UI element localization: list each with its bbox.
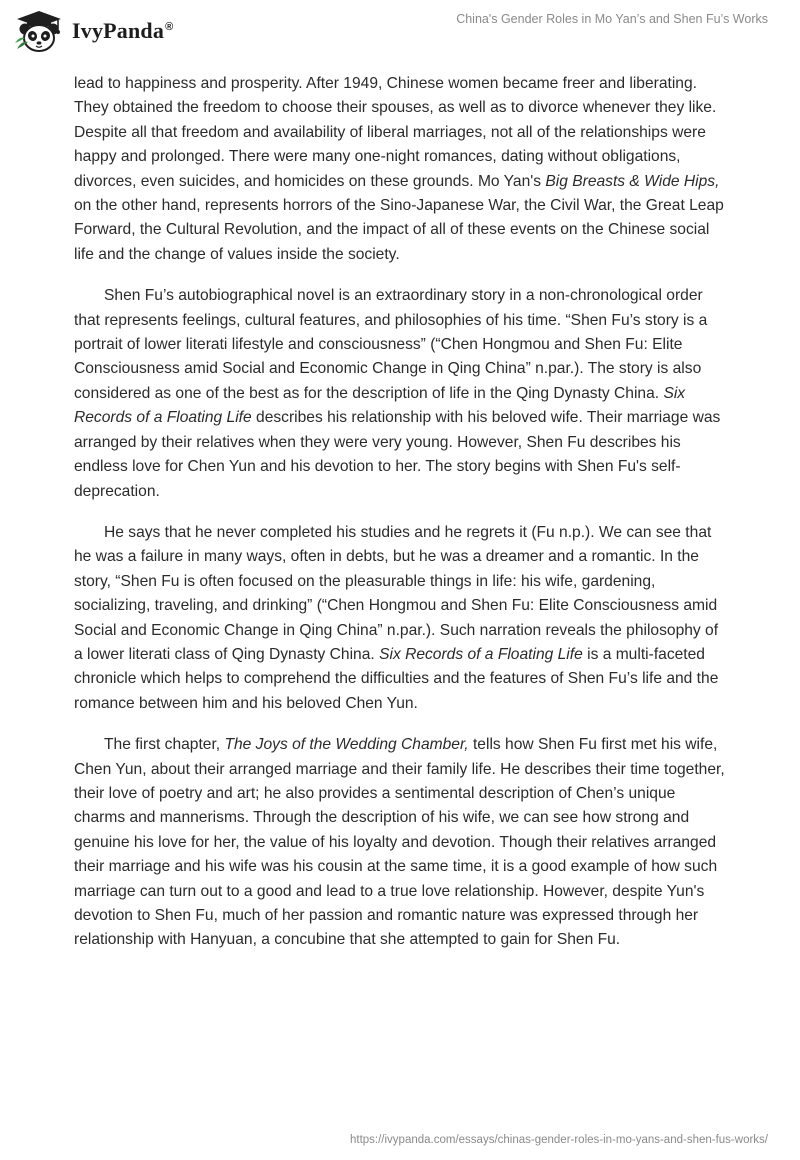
paragraph-text: Shen Fu’s autobiographical novel is an extraordinary story in a non-chronological order that represents feelings, cultural features, and philosophies of his time. “Shen Fu’s story is a portrait of lower literati lifestyle and consciousness” (“Chen Hongmou and Shen Fu: Elite Consciousness amid Social and Economic Change in Qing China” n.par.). The story is also considered as one of the best as for the description of life in the Qing Dynasty China.	[74, 287, 708, 402]
paragraph-text: lead to happiness and prosperity. After 1949, Chinese women became freer and liberating. They obtained the freedom to choose their spouses, as well as to divorce whenever they like. Despite all that freedom and availability of liberal marriages, not all of the relationships were happy and prolonged. There were many one-night romances, dating without obligations, divorces, even suicides, and homicides on these grounds. Mo Yan's	[74, 75, 717, 190]
paragraph	[74, 72, 728, 267]
page-header	[0, 0, 800, 60]
paragraph-text: The first chapter,	[104, 736, 225, 754]
ivypanda-logo[interactable]	[14, 9, 173, 53]
document-title: China's Gender Roles in Mo Yan’s and Shen Fu’s Works	[456, 12, 768, 26]
paragraph-text: tells how Shen Fu first met his wife, Chen Yun, about their arranged marriage and their family life. He describes their time together, their love of poetry and art; he also provides a sentimental description of Chen’s unique charms and mannerisms. Through the description of his wife, we can see how strong and genuine his love for her, the value of his loyalty and devotion. Though their relatives arranged their marriage and his wife was his cousin at the same time, it is a good example of how such marriage can turn out to a good and lead to a true love relationship. However, despite Yun's devotion to Shen Fu, much of her passion and romantic nature was expressed through her relationship with Hanyuan, a concubine that she attempted to gain for Shen Fu.	[74, 736, 725, 949]
panda-graduate-logo-icon	[14, 9, 64, 53]
brand-name	[72, 18, 173, 44]
essay-body	[74, 72, 728, 970]
work-title-italic: Six Records of a Floating Life	[74, 384, 686, 427]
work-title-italic: Big Breasts & Wide Hips,	[545, 172, 720, 190]
paragraph-text: on the other hand, represents horrors of the Sino-Japanese War, the Civil War, the Great Leap Forward, the Cultural Revolution, and the impact of all of these events on the Chinese social life and the change of values inside the society.	[74, 197, 724, 263]
paragraph	[74, 284, 728, 504]
paragraph-text: describes his relationship with his beloved wife. Their marriage was arranged by their relatives when they were very young. However, Shen Fu describes his endless love for Chen Yun and his devotion to her. The story begins with Shen Fu's self-deprecation.	[74, 409, 721, 500]
paragraph-text: is a multi-faceted chronicle which helps to comprehend the difficulties and the features of Shen Fu’s life and the romance between him and his beloved Chen Yun.	[74, 645, 719, 712]
work-title-italic: Six Records of a Floating Life	[379, 645, 583, 663]
paragraph-text: He says that he never completed his studies and he regrets it (Fu n.p.). We can see that he was a failure in many ways, often in debts, but he was a dreamer and a romantic. In the story, “Shen Fu is often focused on the pleasurable things in life: his wife, gardening, socializing, traveling, and drinking” (“Chen Hongmou and Shen Fu: Elite Consciousness amid Social and Economic Change in Qing China” n.par.). Such narration reveals the philosophy of a lower literati class of Qing Dynasty China.	[74, 523, 719, 663]
paragraph	[74, 521, 728, 716]
work-title-italic: The Joys of the Wedding Chamber,	[224, 736, 469, 754]
paragraph	[74, 733, 728, 953]
source-url[interactable]: https://ivypanda.com/essays/chinas-gender-roles-in-mo-yans-and-shen-fus-works/	[349, 1134, 768, 1146]
brand-text: IvyPanda	[72, 18, 165, 43]
registered-mark: ®	[165, 20, 174, 33]
